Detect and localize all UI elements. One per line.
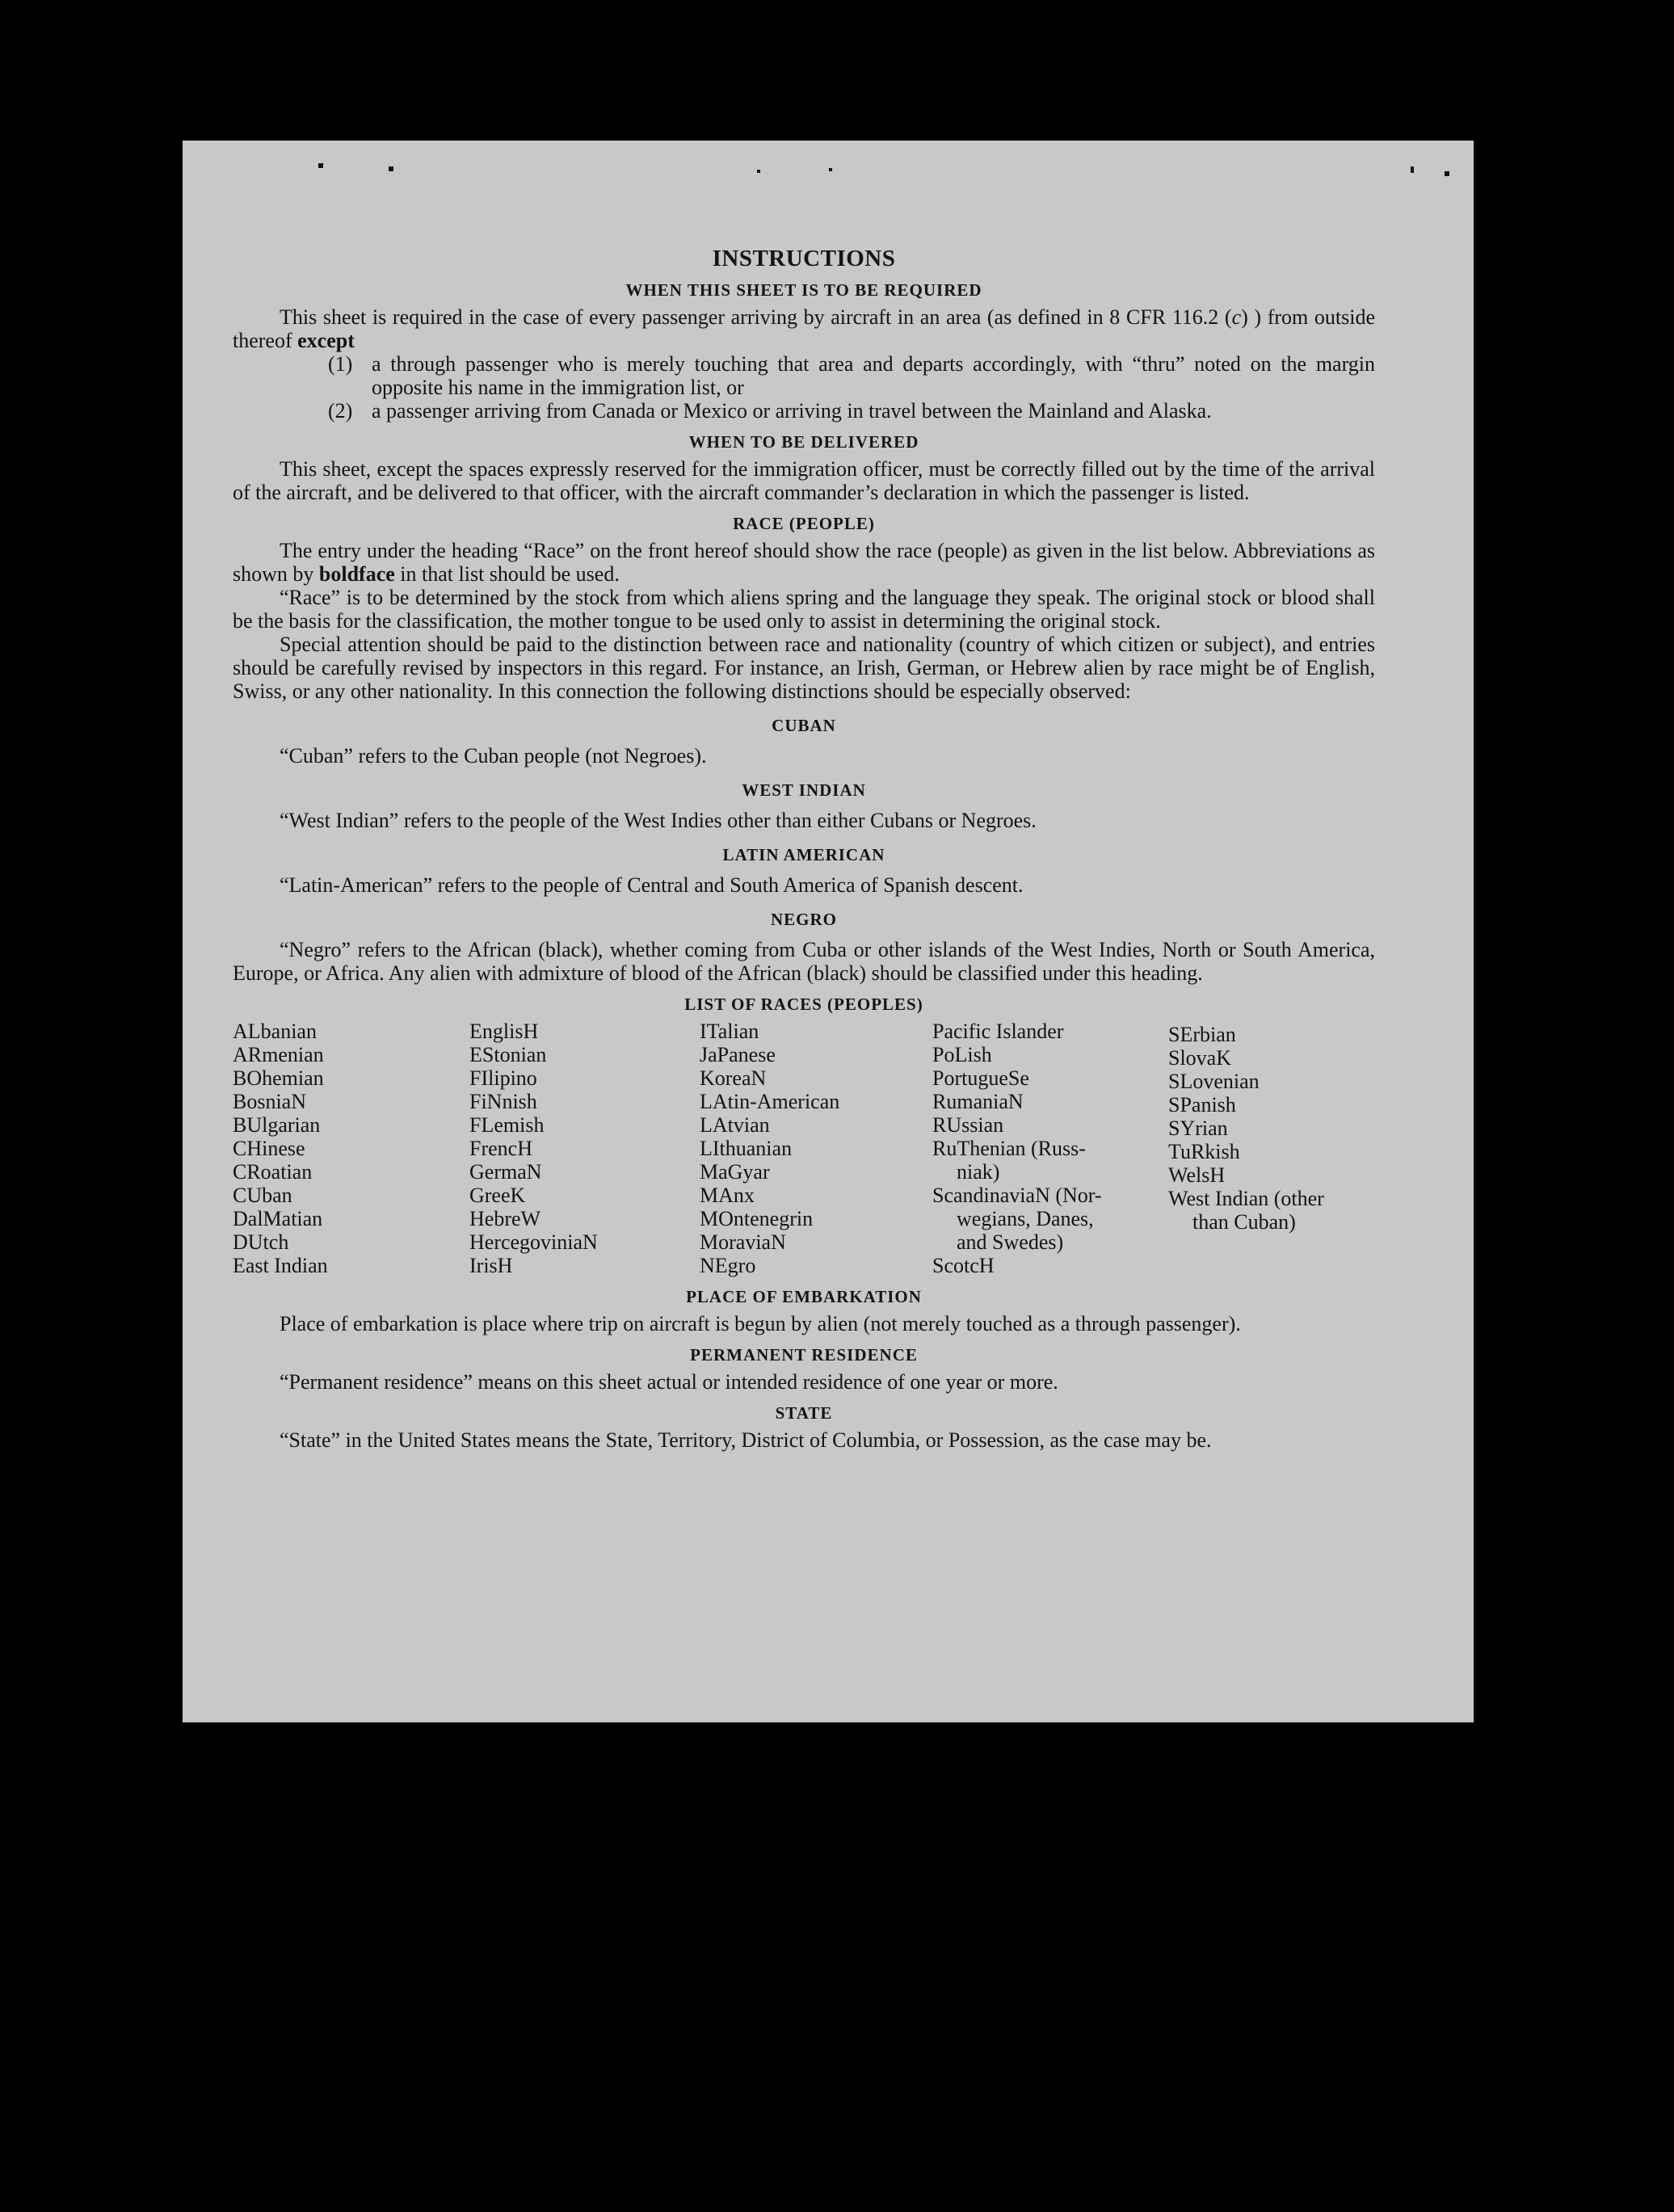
- race-paragraph: [233, 539, 1375, 586]
- race-paragraph-part: The entry under the heading “Race” on the front hereof should show the race (people) as given in the list below. Abbreviations as shown by: [233, 539, 1375, 586]
- race-list: [233, 1020, 1375, 1277]
- race-item: BosniaN: [233, 1090, 306, 1113]
- document-page: [183, 141, 1474, 1722]
- exception-number: (2): [328, 399, 353, 423]
- race-item: East Indian: [233, 1254, 328, 1277]
- race-item: CHinese: [233, 1137, 305, 1160]
- race-item: SlovaK: [1168, 1046, 1231, 1070]
- race-item: LAtvian: [700, 1113, 770, 1137]
- race-paragraph: Special attention should be paid to the distinction between race and nationality (country of which citizen or subject), and entries should be carefully revised by inspectors in this regard. For instance, an Irish, German, or Hebrew alien by race might be of English, Swiss, or any other nationality. In this connection the following distinctions should be especially observed:: [233, 633, 1375, 703]
- race-item: EnglisH: [469, 1020, 539, 1043]
- punch-mark: [318, 163, 323, 168]
- negro-text: “Negro” refers to the African (black), whether coming from Cuba or other islands of the West Indies, North or South America, Europe, or Africa. Any alien with admixture of blood of the African (black) should be classified under this heading.: [233, 938, 1375, 985]
- race-item: NEgro: [700, 1254, 756, 1277]
- race-item: FiNnish: [469, 1090, 537, 1113]
- race-item: RumaniaN: [932, 1090, 1024, 1113]
- race-item: PoLish: [932, 1043, 992, 1066]
- race-item: MoraviaN: [700, 1230, 786, 1254]
- race-item: PortugueSe: [932, 1066, 1029, 1090]
- race-item: RUssian: [932, 1113, 1004, 1137]
- race-item: FIlipino: [469, 1066, 537, 1090]
- punch-mark: [1445, 171, 1449, 176]
- race-item: ARmenian: [233, 1043, 324, 1066]
- race-item: wegians, Danes,: [957, 1207, 1094, 1230]
- exception-item: [233, 352, 1375, 399]
- when-required-text-part: This sheet is required in the case of every passenger arriving by aircraft in an area (as defined in 8 CFR 116.2 (: [280, 305, 1232, 329]
- race-paragraph-bold: boldface: [318, 562, 395, 586]
- punch-mark: [757, 170, 760, 173]
- race-item: than Cuban): [1192, 1210, 1296, 1234]
- race-item: ScotcH: [932, 1254, 995, 1277]
- embarkation-text: Place of embarkation is place where trip on aircraft is begun by alien (not merely touched as a through passenger).: [280, 1312, 1241, 1335]
- when-required-text-italic: c: [1231, 305, 1242, 329]
- punch-mark: [829, 168, 832, 171]
- race-item: TuRkish: [1168, 1140, 1240, 1163]
- race-item: CRoatian: [233, 1160, 313, 1184]
- race-item: SPanish: [1168, 1093, 1236, 1117]
- exception-item: [233, 399, 1375, 423]
- section-heading-negro: NEGRO: [770, 910, 837, 929]
- race-item: FLemish: [469, 1113, 545, 1137]
- exception-number: (1): [328, 352, 353, 376]
- race-item: IrisH: [469, 1254, 513, 1277]
- race-item: BUlgarian: [233, 1113, 321, 1137]
- race-item: DUtch: [233, 1230, 289, 1254]
- race-item: SYrian: [1168, 1117, 1228, 1140]
- race-item: MaGyar: [700, 1160, 770, 1184]
- section-heading-embarkation: PLACE OF EMBARKATION: [686, 1287, 922, 1306]
- race-item: ScandinaviaN (Nor-: [932, 1184, 1102, 1207]
- punch-mark: [1411, 166, 1414, 173]
- section-heading-west-indian: WEST INDIAN: [742, 780, 866, 800]
- race-item: SErbian: [1168, 1023, 1236, 1046]
- when-required-text: [233, 305, 1375, 352]
- race-item: EStonian: [469, 1043, 547, 1066]
- latin-american-text: “Latin-American” refers to the people of Central and South America of Spanish descent.: [280, 873, 1024, 897]
- exception-text: a through passenger who is merely touching that area and departs accordingly, with “thru” noted on the margin opposite his name in the immigration list, or: [372, 352, 1375, 399]
- race-item: and Swedes): [957, 1230, 1064, 1254]
- race-item: CUban: [233, 1184, 292, 1207]
- race-item: HebreW: [469, 1207, 541, 1230]
- when-delivered-text: This sheet, except the spaces expressly reserved for the immigration officer, must be correctly filled out by the time of the arrival of the aircraft, and be delivered to that officer, with the aircraft commander’s declaration in which the passenger is listed.: [233, 457, 1375, 504]
- section-heading-race: RACE (PEOPLE): [733, 514, 875, 533]
- race-item: ALbanian: [233, 1020, 317, 1043]
- section-heading-residence: PERMANENT RESIDENCE: [690, 1345, 918, 1365]
- cuban-text: “Cuban” refers to the Cuban people (not Negroes).: [280, 744, 707, 767]
- race-item: WelsH: [1168, 1163, 1226, 1187]
- race-item: RuThenian (Russ-: [932, 1137, 1086, 1160]
- race-item: JaPanese: [700, 1043, 776, 1066]
- race-item: MAnx: [700, 1184, 755, 1207]
- section-heading-when-required: WHEN THIS SHEET IS TO BE REQUIRED: [625, 280, 982, 300]
- race-paragraph-part: in that list should be used.: [394, 562, 620, 586]
- race-item: HercegoviniaN: [469, 1230, 598, 1254]
- race-item: LAtin-American: [700, 1090, 840, 1113]
- punch-mark: [389, 166, 393, 171]
- race-column: [700, 1020, 932, 1277]
- page-title: INSTRUCTIONS: [712, 246, 896, 271]
- residence-text: “Permanent residence” means on this sheet actual or intended residence of one year or more.: [280, 1370, 1058, 1394]
- race-item: LIthuanian: [700, 1137, 793, 1160]
- race-item: DalMatian: [233, 1207, 323, 1230]
- race-item: GreeK: [469, 1184, 526, 1207]
- race-column: [469, 1020, 700, 1277]
- section-heading-cuban: CUBAN: [772, 716, 836, 735]
- race-item: KoreaN: [700, 1066, 767, 1090]
- race-item: Pacific Islander: [932, 1020, 1064, 1043]
- when-required-text-part: ) ) from outside thereof: [233, 305, 1375, 352]
- west-indian-text: “West Indian” refers to the people of the West Indies other than either Cubans or Negroes.: [280, 809, 1037, 832]
- race-item: ITalian: [700, 1020, 759, 1043]
- state-text: “State” in the United States means the State, Territory, District of Columbia, or Possession, as the case may be.: [280, 1428, 1212, 1452]
- race-item: BOhemian: [233, 1066, 324, 1090]
- section-heading-when-delivered: WHEN TO BE DELIVERED: [688, 432, 919, 452]
- race-column: [1168, 1020, 1378, 1277]
- race-column: [233, 1020, 469, 1277]
- race-item: FrencH: [469, 1137, 532, 1160]
- exception-text: a passenger arriving from Canada or Mexico or arriving in travel between the Mainland and Alaska.: [372, 399, 1212, 423]
- race-item: West Indian (other: [1168, 1187, 1324, 1210]
- race-column: [932, 1020, 1168, 1277]
- race-item: SLovenian: [1168, 1070, 1260, 1093]
- race-item: GermaN: [469, 1160, 542, 1184]
- race-item: MOntenegrin: [700, 1207, 814, 1230]
- section-heading-race-list: LIST OF RACES (PEOPLES): [684, 995, 923, 1014]
- race-paragraph: “Race” is to be determined by the stock from which aliens spring and the language they speak. The original stock or blood shall be the basis for the classification, the mother tongue to be used only to assist in determining the original stock.: [233, 586, 1375, 633]
- when-required-except: except: [297, 329, 355, 352]
- instructions-text: [233, 247, 1375, 1452]
- section-heading-latin-american: LATIN AMERICAN: [722, 845, 885, 864]
- race-item: niak): [957, 1160, 1000, 1184]
- section-heading-state: STATE: [775, 1403, 833, 1423]
